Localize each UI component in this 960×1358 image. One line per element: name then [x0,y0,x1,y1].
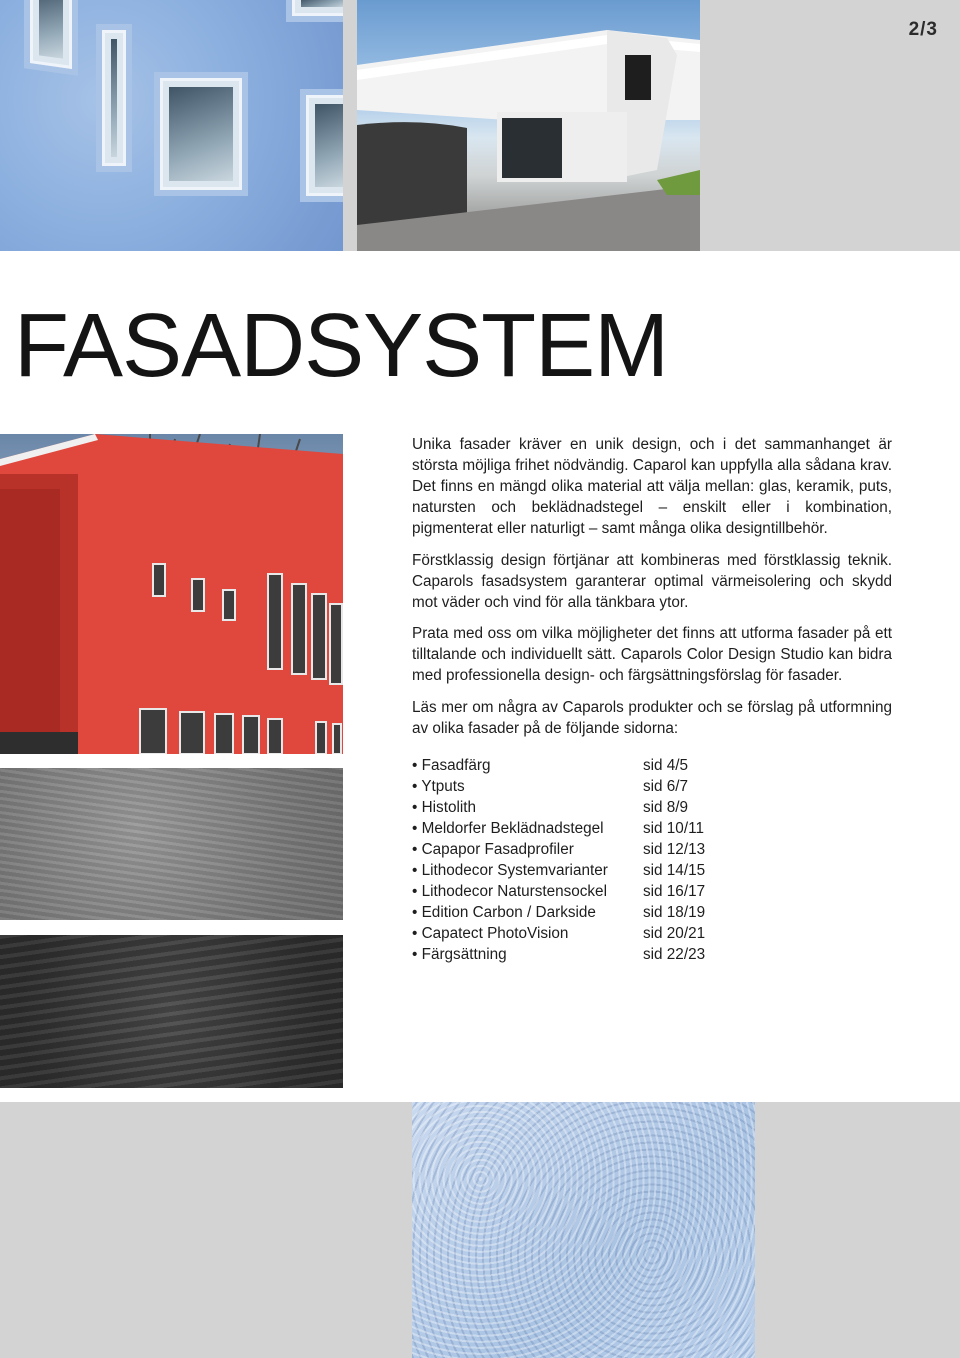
facade-window [102,30,126,166]
toc-item-page: sid 18/19 [643,903,706,921]
paragraph: Prata med oss om vilka möjligheter det finns att utforma fasader på ett tilltalande och individuellt sätt. Caparols Color Design Studio kan bidra med professionella design- och färgsättningsförslag för fasader. [412,625,892,684]
facade-window [160,78,242,190]
toc-item-name: • Ytputs [412,777,465,795]
toc-item [412,839,892,860]
white-building-photo [357,0,700,251]
toc-item-page: sid 14/15 [643,861,706,879]
dark-texture-sample [0,935,343,1088]
toc-item [412,818,892,839]
toc-item-page: sid 8/9 [643,798,689,816]
toc-item-name: • Capapor Fasadprofiler [412,840,574,858]
page-title: FASADSYSTEM [14,296,669,396]
toc-item-name: • Meldorfer Beklädnadstegel [412,819,604,837]
toc-item-name: • Fasadfärg [412,756,491,774]
toc-item-name: • Capatect PhotoVision [412,924,569,942]
toc-item-name: • Lithodecor Systemvarianter [412,861,608,879]
toc-item [412,776,892,797]
paragraph: Läs mer om några av Caparols produkter och se förslag på utformning av olika fasader på de följande sidorna: [412,698,892,737]
facade-window [306,95,343,196]
toc-item [412,860,892,881]
table-of-contents [412,755,892,965]
toc-item-page: sid 20/21 [643,924,706,942]
toc-item-page: sid 22/23 [643,945,706,963]
toc-item-name: • Edition Carbon / Darkside [412,903,596,921]
paragraph: Unika fasader kräver en unik design, och i det sammanhanget är största möjliga frihet nödvändig. Caparol kan uppfylla alla sådana krav. Det finns en mängd olika material att välja mellan: glas, keramik, puts, natursten och beklädnadstegel – enskilt eller i kombination, pigmenterat eller naturligt – samt många olika designtillbehör. [412,436,892,537]
intro-text [412,434,892,965]
toc-item-page: sid 10/11 [643,819,704,837]
toc-item-name: • Histolith [412,798,477,816]
facade-window [292,0,343,16]
toc-item [412,797,892,818]
white-building-drawing [357,0,700,251]
toc-item-name: • Färgsättning [412,945,507,963]
toc-item-page: sid 12/13 [643,840,706,858]
toc-item [412,902,892,923]
blue-facade-photo [0,0,343,251]
toc-item [412,755,892,776]
grey-texture-sample [0,768,343,920]
blue-texture-sample [412,1102,755,1358]
toc-item-name: • Lithodecor Naturstensockel [412,882,607,900]
paragraph: Förstklassig design förtjänar att kombineras med förstklassig teknik. Caparols fasadsystem garanterar optimal värmeisolering och skydd mot väder och vind för alla tänkbara ytor. [412,551,892,611]
toc-item-page: sid 16/17 [643,882,706,900]
toc-item [412,944,892,965]
toc-item [412,881,892,902]
facade-window [30,0,72,69]
toc-item-page: sid 6/7 [643,777,689,795]
toc-item [412,923,892,944]
red-building-photo [0,434,343,754]
page-number: 2/3 [908,19,938,40]
toc-item-page: sid 4/5 [643,756,689,774]
red-building-drawing [0,434,343,754]
